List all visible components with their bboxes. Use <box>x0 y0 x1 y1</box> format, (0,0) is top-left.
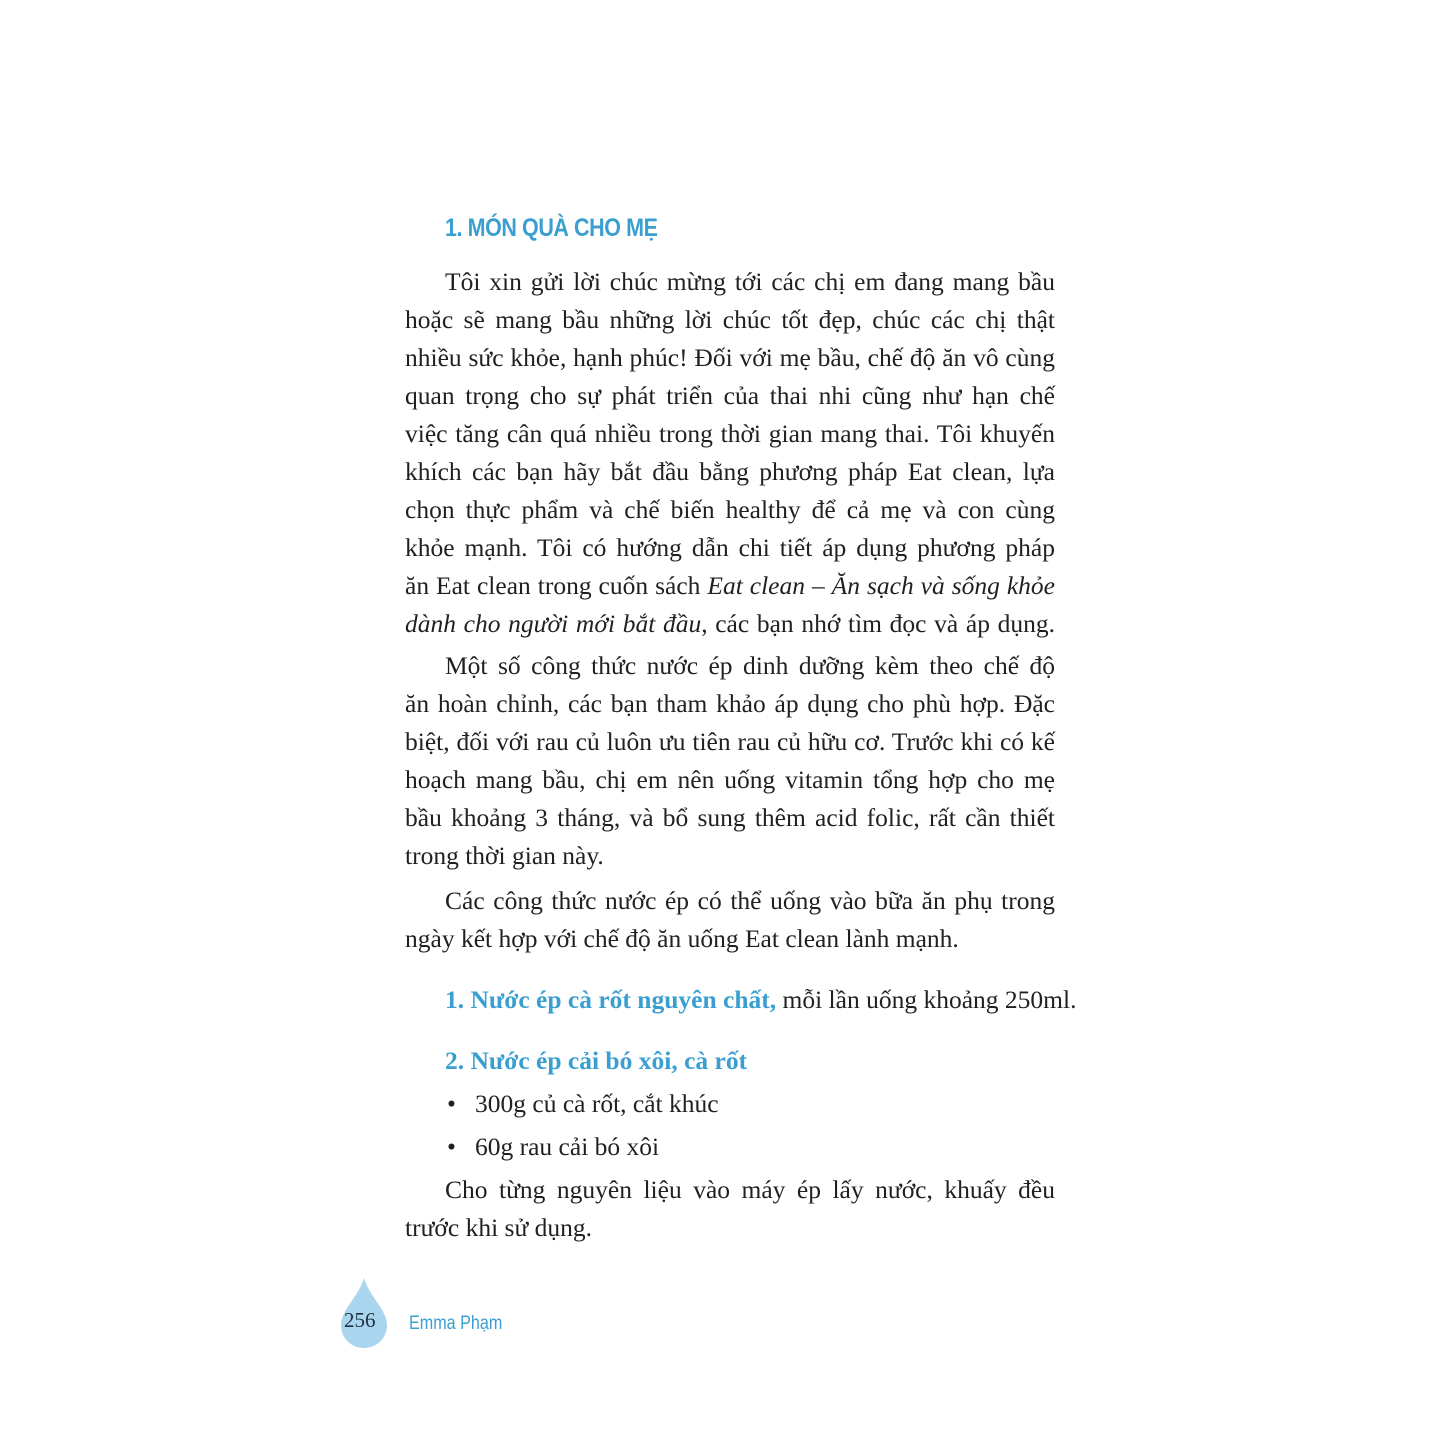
text-line: ngày kết hợp với chế độ ăn uống Eat clean lành mạnh. <box>405 924 959 953</box>
text-line <box>405 981 1077 1019</box>
text-line: Các công thức nước ép có thể uống vào bữa ăn phụ trong <box>445 886 1055 915</box>
author-name: Emma Phạm <box>409 1313 503 1334</box>
text-line: khích các bạn hãy bắt đầu bằng phương pháp Eat clean, lựa <box>405 457 1055 486</box>
text-line: việc tăng cân quá nhiều trong thời gian mang thai. Tôi khuyến <box>405 419 1055 448</box>
text-line: trong thời gian này. <box>405 841 604 870</box>
ingredient-item <box>405 1128 1055 1166</box>
text-line <box>405 567 1055 605</box>
text-line: bầu khoảng 3 tháng, và bổ sung thêm acid folic, rất cần thiết <box>405 803 1055 832</box>
text-line: biệt, đối với rau củ luôn ưu tiên rau củ hữu cơ. Trước khi có kế <box>405 727 1055 756</box>
ingredient-text: 300g củ cà rốt, cắt khúc <box>475 1089 719 1118</box>
section-heading: 1. MÓN QUÀ CHO MẸ <box>445 214 658 242</box>
text-line: hoạch mang bầu, chị em nên uống vitamin tổng hợp cho mẹ <box>405 765 1055 794</box>
recipe-1 <box>405 981 1077 1019</box>
text-line: Cho từng nguyên liệu vào máy ép lấy nước, khuấy đều <box>445 1175 1055 1204</box>
text-line: quan trọng cho sự phát triển của thai nhi cũng như hạn chế <box>405 381 1055 410</box>
book-title: Eat clean – Ăn sạch và sống khỏe <box>707 571 1056 600</box>
instructions <box>405 1171 1055 1247</box>
text-line <box>405 605 1055 643</box>
recipe-text: mỗi lần uống khoảng 250ml. <box>776 985 1077 1014</box>
paragraph-3 <box>405 882 1055 958</box>
text-segment: ăn Eat clean trong cuốn sách <box>405 571 708 600</box>
recipe-title: 1. Nước ép cà rốt nguyên chất, <box>445 985 777 1014</box>
recipe-title: 2. Nước ép cải bó xôi, cà rốt <box>445 1046 748 1075</box>
text-line: Tôi xin gửi lời chúc mừng tới các chị em đang mang bầu <box>445 267 1055 296</box>
ingredient-text: 60g rau cải bó xôi <box>475 1132 660 1161</box>
text-line: nhiều sức khỏe, hạnh phúc! Đối với mẹ bầu, chế độ ăn vô cùng <box>405 343 1055 372</box>
recipe-2 <box>405 1042 1055 1166</box>
paragraph-1 <box>405 263 1055 643</box>
text-line: chọn thực phẩm và chế biến healthy để cả mẹ và con cùng <box>405 495 1055 524</box>
book-title: dành cho người mới bắt đầu <box>405 609 702 638</box>
text-line: hoặc sẽ mang bầu những lời chúc tốt đẹp, chúc các chị thật <box>405 305 1055 334</box>
paragraph-2 <box>405 647 1055 875</box>
ingredient-item <box>405 1085 1055 1123</box>
text-line: khỏe mạnh. Tôi có hướng dẫn chi tiết áp dụng phương pháp <box>405 533 1055 562</box>
page-number: 256 <box>344 1308 376 1332</box>
text-line: trước khi sử dụng. <box>405 1213 593 1242</box>
text-line: ăn hoàn chỉnh, các bạn tham khảo áp dụng cho phù hợp. Đặc <box>405 689 1055 718</box>
text-segment: , các bạn nhớ tìm đọc và áp dụng. <box>701 609 1055 638</box>
text-line: Một số công thức nước ép dinh dưỡng kèm theo chế độ <box>445 651 1055 680</box>
